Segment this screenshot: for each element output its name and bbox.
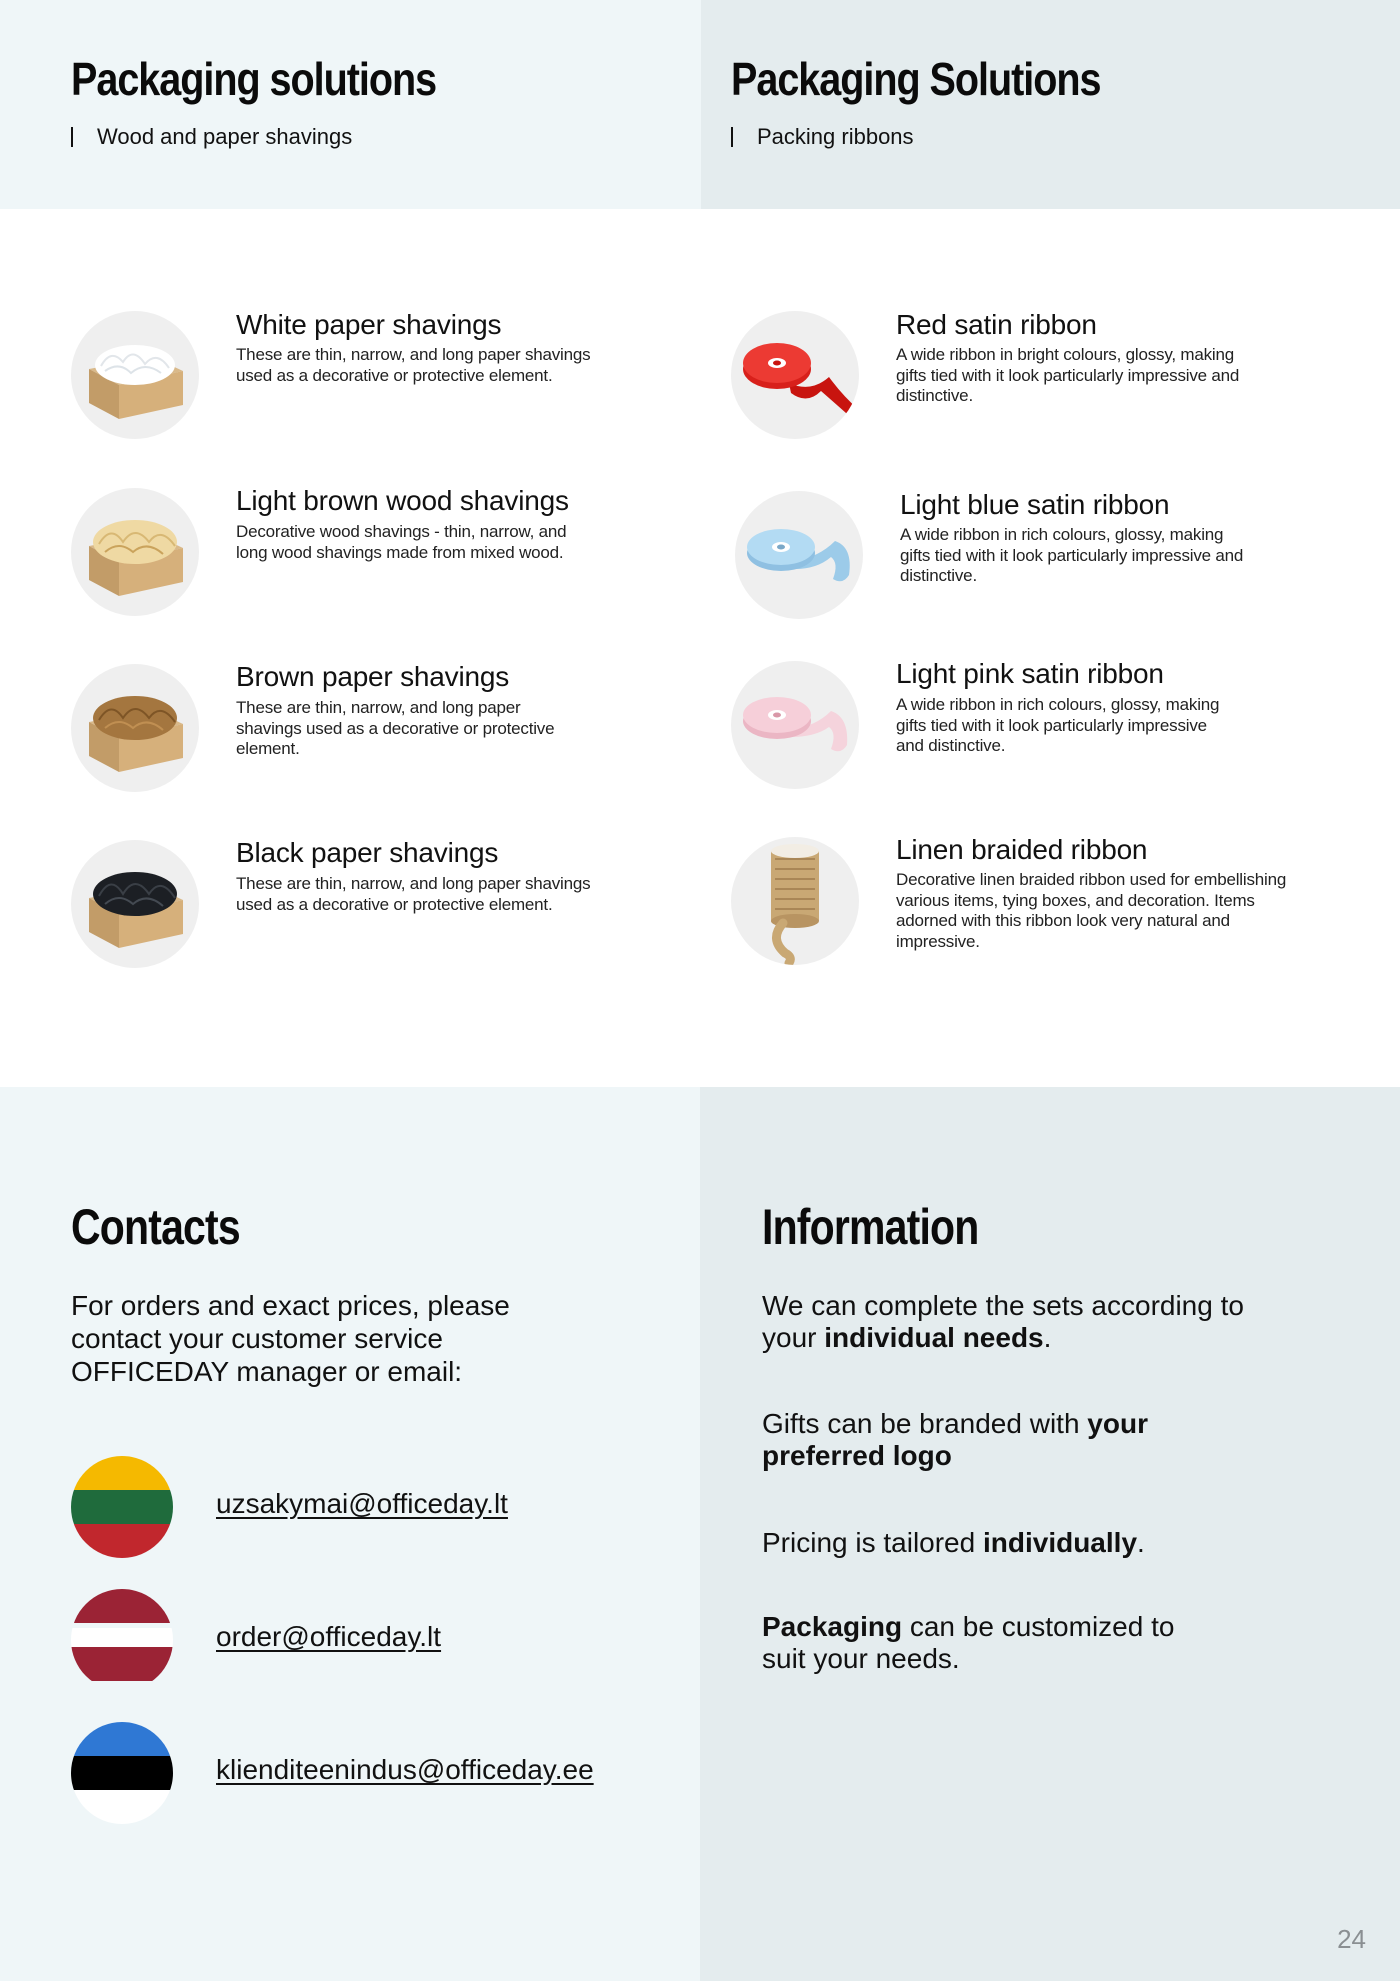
latvia-flag-icon (71, 1589, 173, 1691)
info-emphasis: your preferred logo (762, 1408, 1148, 1471)
product-name: Black paper shavings (236, 837, 499, 868)
email-link-lithuania[interactable]: uzsakymai@officeday.lt (216, 1488, 508, 1519)
product-name: Linen braided ribbon (896, 834, 1148, 865)
lithuania-flag-icon (71, 1456, 173, 1558)
info-emphasis: individual needs (824, 1322, 1044, 1353)
info-text: can be customized to suit your needs. (762, 1611, 1175, 1674)
contacts-intro: For orders and exact prices, please contact your customer service OFFICEDAY manager or email: (71, 1290, 510, 1387)
info-text: Gifts can be branded with (762, 1408, 1088, 1439)
info-text: We can complete the sets according to your (762, 1290, 1244, 1353)
contacts-title: Contacts (71, 1199, 240, 1255)
info-text: . (1043, 1322, 1052, 1353)
info-paragraph-pricing (762, 1527, 1282, 1559)
information-title: Information (762, 1199, 979, 1255)
product-name: Brown paper shavings (236, 661, 510, 692)
subtitle-text: Wood and paper shavings (97, 124, 353, 149)
black-shavings-box-icon (71, 840, 199, 968)
product-description: These are thin, narrow, and long paper shavings used as a decorative or protective element. (236, 874, 591, 914)
product-description: These are thin, narrow, and long paper shavings used as a decorative or protective element. (236, 698, 555, 758)
brown-shavings-box-icon (71, 664, 199, 792)
product-description: Decorative linen braided ribbon used for embellishing various items, tying boxes, and decoration. Items adorned with this ribbon look very natural and impressive. (896, 870, 1287, 951)
product-description: A wide ribbon in rich colours, glossy, making gifts tied with it look particularly impressive and distinctive. (900, 525, 1244, 585)
email-link-estonia[interactable]: klienditeenindus@officeday.ee (216, 1754, 594, 1785)
estonia-flag-icon (71, 1722, 173, 1824)
section-subtitle-left (71, 124, 352, 150)
red-ribbon-spool-icon (731, 311, 859, 439)
product-name: White paper shavings (236, 309, 502, 340)
blue-ribbon-spool-icon (735, 491, 863, 619)
pink-ribbon-spool-icon (731, 661, 859, 789)
product-description: These are thin, narrow, and long paper shavings used as a decorative or protective element. (236, 345, 591, 385)
product-name: Red satin ribbon (896, 309, 1097, 340)
divider-bar (731, 127, 733, 147)
page-title-left: Packaging solutions (71, 53, 437, 105)
info-emphasis: individually (982, 1527, 1138, 1558)
email-link-latvia[interactable]: order@officeday.lt (216, 1621, 442, 1652)
page-number: 24 (1337, 1924, 1366, 1954)
product-name: Light pink satin ribbon (896, 658, 1164, 689)
linen-ribbon-spool-icon (731, 837, 859, 965)
info-emphasis: Packaging (762, 1611, 903, 1642)
wood-shavings-box-icon (71, 488, 199, 616)
product-description: Decorative wood shavings - thin, narrow, and long wood shavings made from mixed wood. (236, 522, 567, 562)
product-description: A wide ribbon in rich colours, glossy, making gifts tied with it look particularly impressive and distinctive. (896, 695, 1220, 755)
product-name: Light blue satin ribbon (900, 489, 1170, 520)
page-title-right: Packaging Solutions (731, 53, 1101, 105)
info-text: Pricing is tailored (762, 1527, 983, 1558)
section-subtitle-right (731, 124, 914, 150)
divider-bar (71, 127, 73, 147)
product-description: A wide ribbon in bright colours, glossy, making gifts tied with it look particularly impressive and distinctive. (896, 345, 1240, 405)
info-paragraph-sets (762, 1290, 1282, 1354)
subtitle-text: Packing ribbons (757, 124, 914, 149)
white-shavings-box-icon (71, 311, 199, 439)
product-name: Light brown wood shavings (236, 485, 569, 516)
info-paragraph-branding (762, 1408, 1192, 1472)
info-text: . (1137, 1527, 1145, 1558)
info-paragraph-packaging (762, 1611, 1182, 1675)
